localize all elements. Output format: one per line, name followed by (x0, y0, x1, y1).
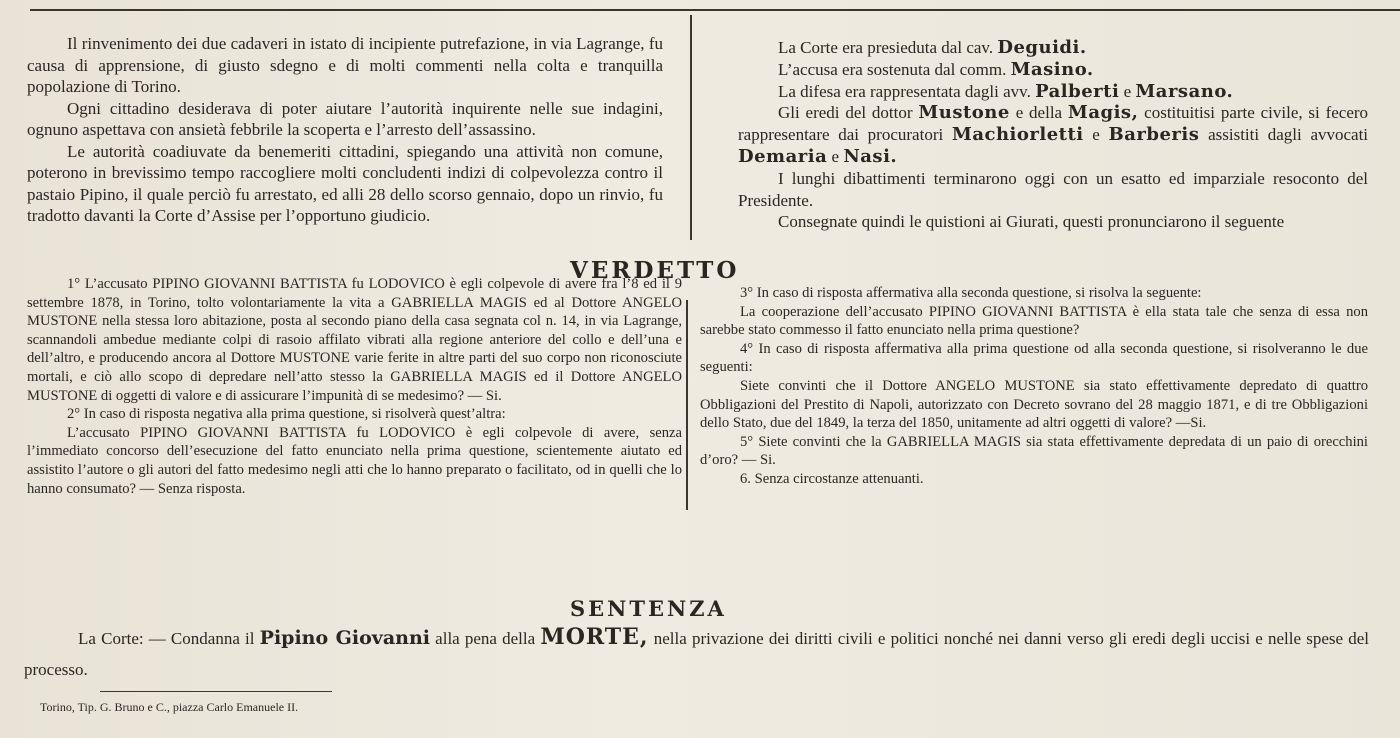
civil-party-text-f: e (831, 146, 840, 166)
question-4: 4° In caso di risposta affermativa alla prima questione od alla seconda questione, si risolveranno le due seguenti: (700, 340, 1368, 376)
printer-imprint: Torino, Tip. G. Bruno e C., piazza Carlo Emanuele II. (40, 700, 299, 714)
sentence-text-b: alla pena della (435, 629, 536, 648)
question-4-text: Siete convinti che il Dottore ANGELO MUSTONE sia stato effettivamente depredato di quattro Obbligazioni del Prestito di Napoli, autorizzato con Decreto sovrano del 28 maggio 1871, e di tre Obbligazioni dello Stato, due del 1849, la terza del 1850, unitamente ad altri oggetti di valore? —Si. (700, 377, 1368, 432)
question-2: 2° In caso di risposta negativa alla prima questione, si risolverà quest’altra: (67, 406, 506, 423)
intro-paragraph-3: Le autorità coadiuvate da benemeriti cittadini, spiegando una attività non comune, poterono in brevissimo tempo raccogliere molti concludenti indizi di colpevolezza contro il pastaio Pipino, il quale perciò fu arrestato, ed alli 28 dello scorso gennaio, dopo un rinvio, fu tradotto davanti la Corte d’Assise per l’opportuno giudicio. (27, 141, 663, 225)
civil-party-paragraph (738, 102, 1368, 167)
debate-paragraph: I lunghi dibattimenti terminarono oggi con un esatto ed imparziale resoconto del Presidente. (738, 168, 1368, 210)
intro-paragraph-1: Il rinvenimento dei due cadaveri in istato di incipiente putrefazione, in via Lagrange, fu causa di apprensione, di giusto sdegno e di molti commenti nella colta e tranquilla popolazione di Torino. (27, 34, 663, 96)
court-president-text: La Corte era presieduta dal cav. (778, 38, 994, 57)
lawyer-name-2: Nasi. (843, 145, 898, 167)
civil-party-text-c: costituitisi parte civile, si fecero rappresentare dai procuratori (738, 103, 1369, 145)
procurator-name-1: Machiorletti (951, 124, 1084, 146)
condemned-name: Pipino Giovanni (259, 627, 430, 649)
court-column-right (738, 37, 1368, 233)
heir-name-magis: Magis, (1067, 102, 1139, 124)
prosecution-text: L’accusa era sostenuta dal comm. (778, 59, 1007, 79)
procurator-name-2: Barberis (1108, 124, 1200, 146)
court-president-line (738, 37, 1368, 59)
defense-name-1: Palberti (1035, 80, 1120, 102)
question-1: 1° L’accusato PIPINO GIOVANNI BATTISTA fu LODOVICO è egli colpevole di avere fra l’8 ed il 9 settembre 1878, in Torino, tolto volontariamente la vita a GABRIELLA MAGIS ed al Dottore ANGELO MUSTONE nella stessa loro abitazione, posta al secondo piano della casa segnata col n. 14, in via Lagrange, scannandoli ambedue mediante colpi di rasoio affilato vibrati alla regione anteriore del collo e dell’una e dell’altro, e producendo ancora al Dottore MUSTONE varie ferite in altre parti del suo corpo non riconosciute mortali, e ciò allo scopo di depredare nell’atto stesso la GABRIELLA MAGIS ed il Dottore ANGELO MUSTONE di oggetti di valore e di assicurare l’impunità di se medesimo? — Si. (27, 276, 682, 404)
defense-name-2: Marsano. (1135, 80, 1234, 102)
intro-column-left (27, 33, 663, 227)
question-6: 6. Senza circostanze attenuanti. (740, 470, 924, 487)
lawyer-name-1: Demaria (738, 145, 828, 167)
civil-party-text-b: e della (1015, 103, 1063, 123)
question-5: 5° Siete convinti che la GABRIELLA MAGIS sia stata effettivamente depredata di un paio di orecchini d’oro? — Si. (700, 433, 1368, 469)
intro-paragraph-2: Ogni cittadino desiderava di poter aiutare l’autorità inquirente nelle sue indagini, ognuno aspettava con ansietà febbrile la scoperta e l’arresto dell’assassino. (27, 98, 663, 139)
sentence-text-a: La Corte: — Condanna il (78, 629, 255, 648)
column-divider-bottom (686, 300, 688, 510)
question-3-text: La cooperazione dell’accusato PIPINO GIOVANNI BATTISTA è ella stata tale che senza di essa non sarebbe stato commesso il fatto enunciato nella prima questione? (700, 303, 1368, 339)
sentence-text-c: nella privazione dei diritti civili e politici nonché nei danni verso gli eredi degli uccisi e nelle spese del processo. (24, 629, 1369, 679)
death-penalty-word: MORTE, (540, 624, 649, 650)
defense-and: e (1123, 81, 1132, 101)
question-2-text: L’accusato PIPINO GIOVANNI BATTISTA fu LODOVICO è egli colpevole di avere, senza l’immediato concorso dell’esecuzione del fatto enunciato nella prima questione, scientemente aiutato ed assistito l’autore o gli autori del fatto medesimo negli atti che lo hanno preparato o facilitato, od in quelli che lo hanno consumato? — Senza risposta. (27, 424, 682, 497)
defense-text: La difesa era rappresentata dagli avv. (778, 81, 1031, 101)
question-3: 3° In caso di risposta affermativa alla seconda questione, si risolva la seguente: (740, 285, 1202, 301)
civil-party-text-d: e (1092, 125, 1100, 145)
prosecution-line (738, 59, 1368, 81)
footer-rule (100, 691, 332, 692)
defense-line (738, 81, 1368, 103)
president-name: Deguidi. (997, 37, 1087, 58)
column-divider-top (690, 15, 692, 240)
jury-paragraph: Consegnate quindi le quistioni ai Giurati, questi pronunciarono il seguente (778, 212, 1285, 232)
verdict-column-left (27, 275, 682, 498)
verdetto-heading: VERDETTO (570, 257, 740, 284)
prosecutor-name: Masino. (1010, 58, 1094, 80)
sentenza-heading: SENTENZA (570, 596, 727, 621)
verdict-column-right (700, 284, 1368, 489)
top-rule (30, 9, 1400, 11)
civil-party-text-a: Gli eredi del dottor (778, 103, 913, 123)
sentence-paragraph (24, 622, 1369, 685)
civil-party-text-e: assistiti dagli avvocati (1208, 125, 1369, 145)
heir-name-mustone: Mustone (918, 102, 1010, 124)
